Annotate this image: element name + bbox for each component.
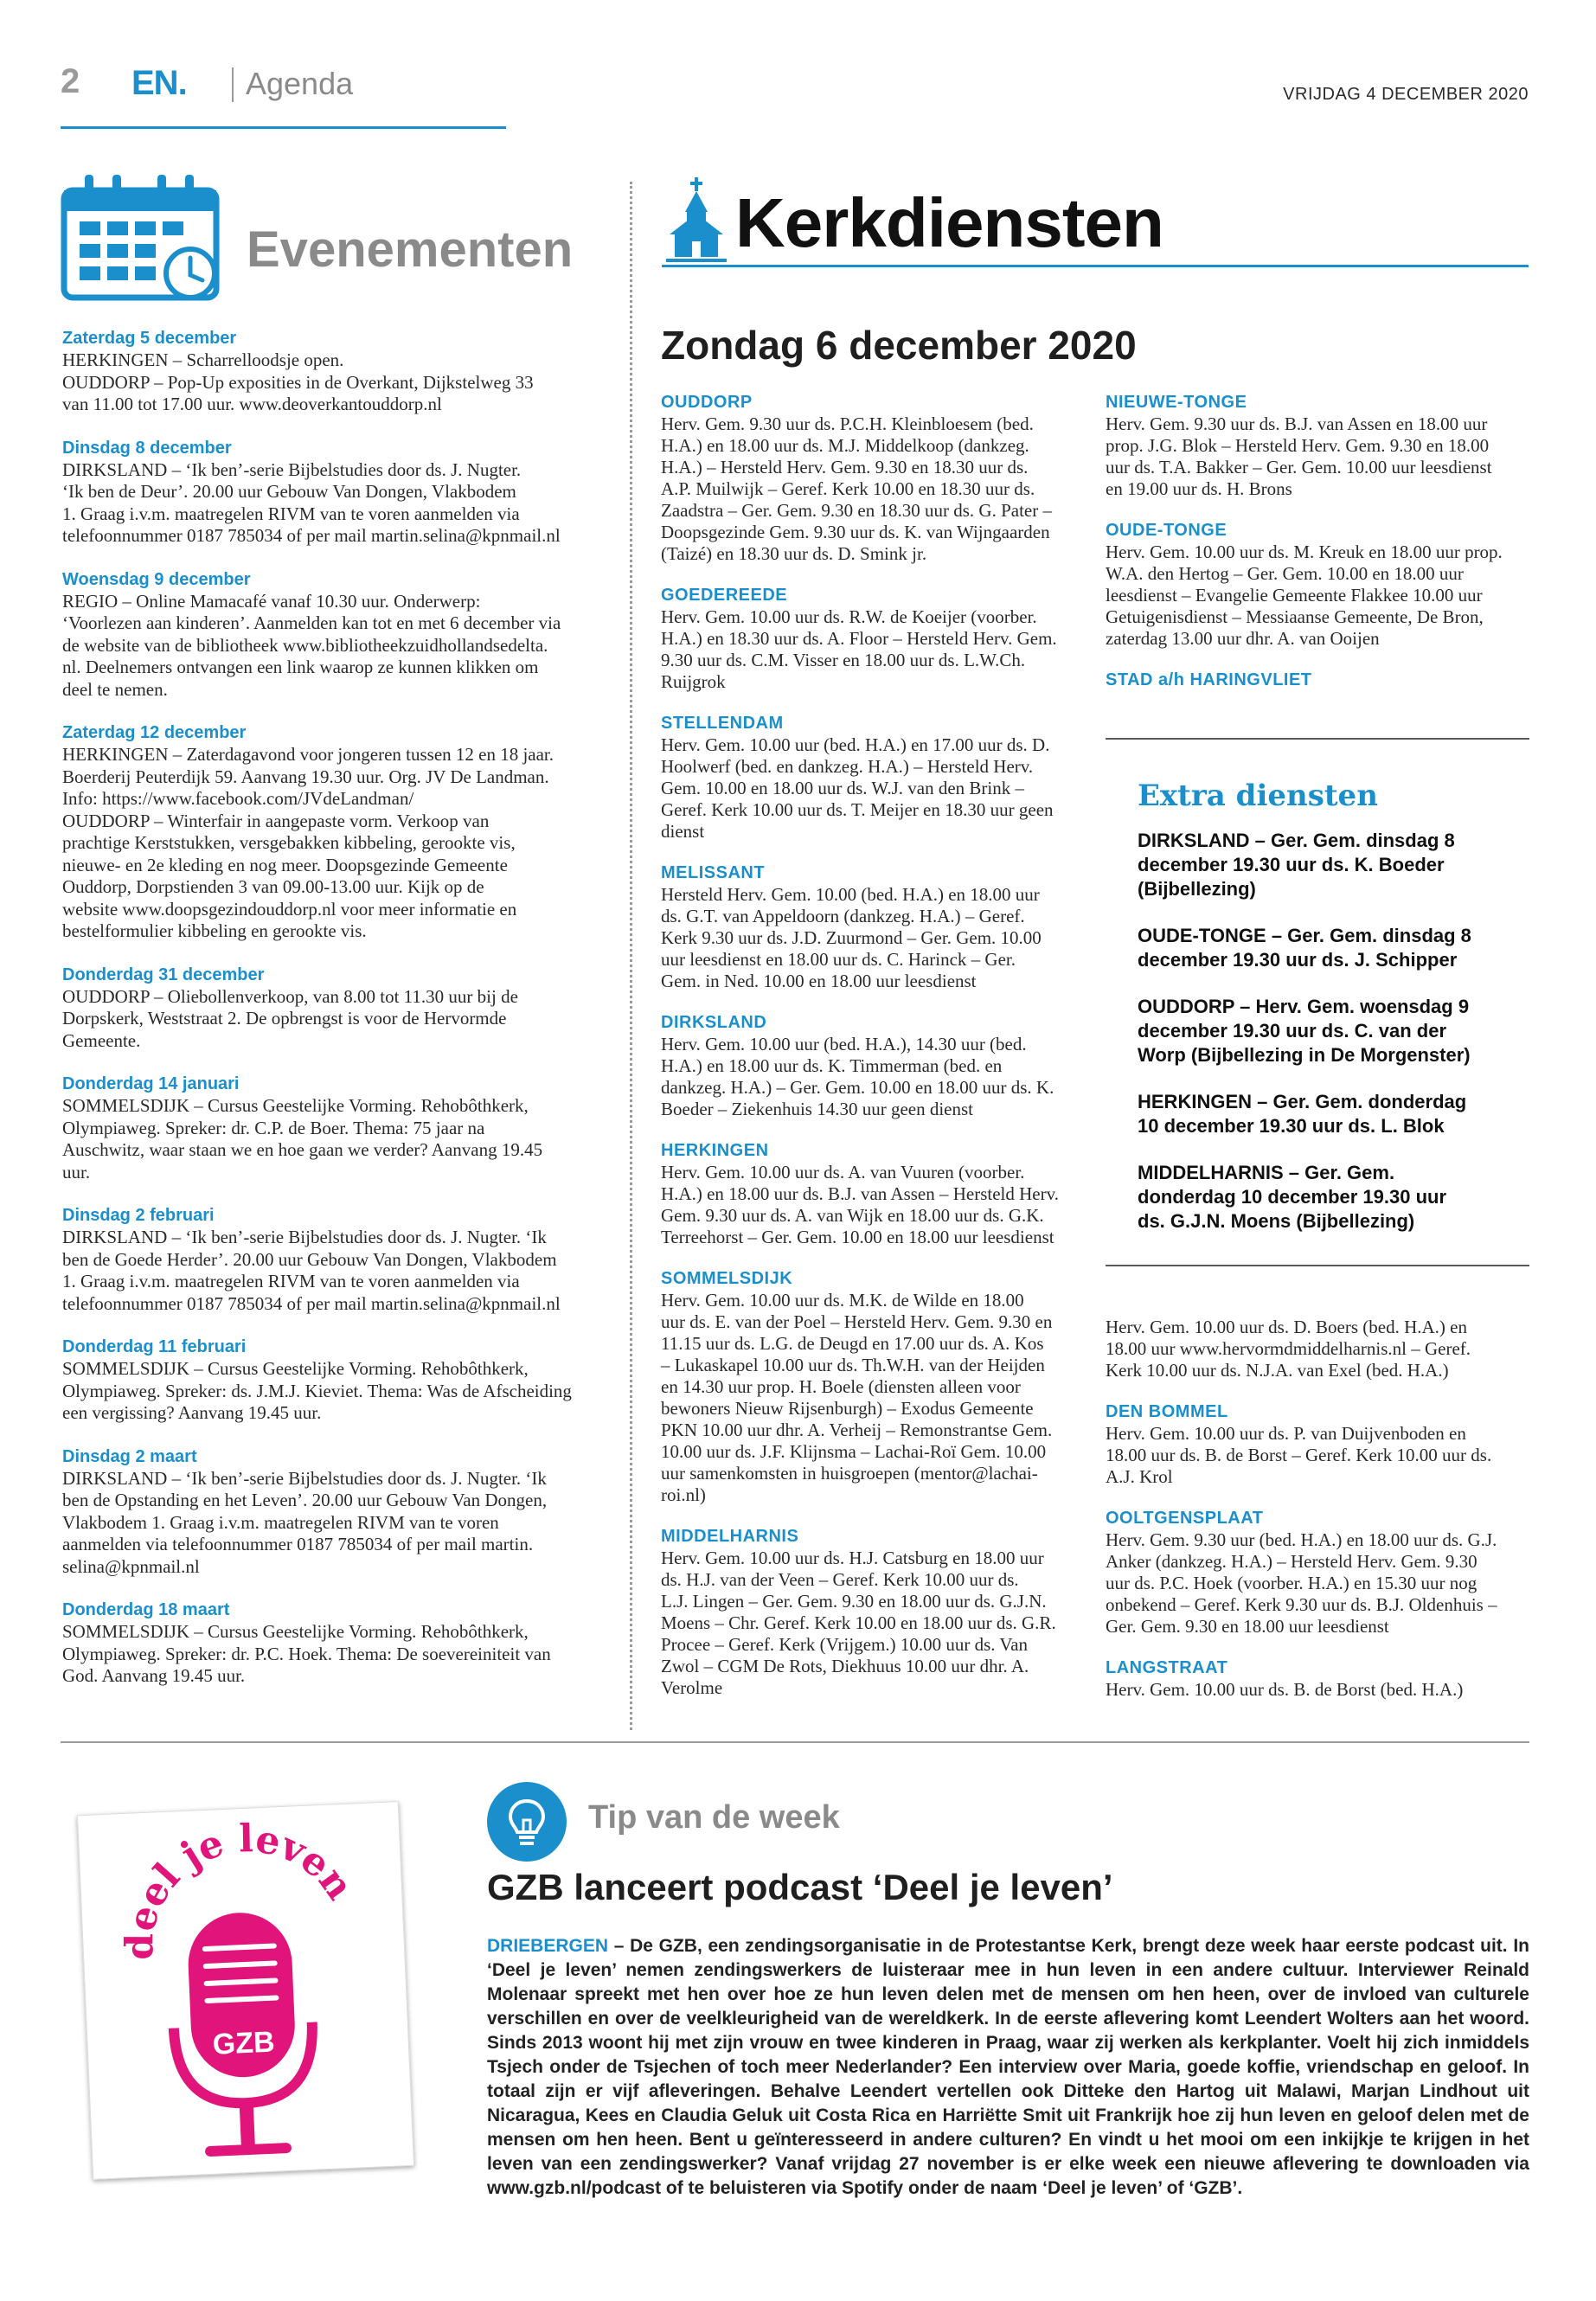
services-left-column	[661, 391, 1083, 1718]
service-town: HERKINGEN	[661, 1141, 769, 1160]
service-text: Herv. Gem. 10.00 uur ds. A. van Vuuren (voorber. H.A.) en 18.00 uur ds. B.J. van Assen – Hersteld Herv. Gem. 9.30 uur ds. A. van Wijk en 18.00 uur ds. G.K. Terreehorst – Ger. Gem. 10.00 en 18.00 uur leesdienst	[661, 1162, 1059, 1247]
extra-diensten-list	[1138, 829, 1501, 1256]
service-entry	[661, 862, 1083, 992]
service-entry	[1106, 669, 1529, 691]
event-text: HERKINGEN – Zaterdagavond voor jongeren tussen 12 en 18 jaar. Boerderij Peuterdijk 59. Aanvang 19.30 uur. Org. JV De Landman. Info: https://www.facebook.com/JVdeLandman/ OUDDORP – Winterfair in aangepaste vorm. Verkoop van prachtige Kerststukken, versgebakken kibbeling, gerookte vis, nieuwe- en 2e kleding en nog meer. Doopsgezinde Gemeente Ouddorp, Dorpstienden 3 van 09.00-13.00 uur. Kijk op de website www.doopsgezindouddorp.nl voor meer informatie en bestelformulier kibbeling en gerookte vis.	[62, 744, 554, 941]
service-town: LANGSTRAAT	[1106, 1658, 1228, 1677]
service-text: Herv. Gem. 10.00 uur (bed. H.A.) en 17.00 uur ds. D. Hoolwerf (bed. en dankzeg. H.A.) – Hersteld Herv. Gem. 10.00 en 18.00 uur ds. W.J. van den Brink – Geref. Kerk 10.00 uur ds. T. Meijer en 18.30 uur geen dienst	[661, 734, 1054, 842]
event-date: Donderdag 18 maart	[62, 1600, 230, 1619]
service-town: OUDE-TONGE	[1106, 521, 1227, 540]
service-entry	[661, 391, 1083, 565]
calendar-icon	[61, 173, 225, 303]
event-item	[62, 1599, 597, 1688]
event-item	[62, 1204, 597, 1315]
service-town: DIRKSLAND	[661, 1013, 767, 1032]
event-text: SOMMELSDIJK – Cursus Geestelijke Vorming. Rehobôthkerk, Olympiaweg. Spreker: dr. P.C. Hoek. Thema: De soevereiniteit van God. Aanvang 19.45 uur.	[62, 1621, 551, 1686]
service-entry	[1106, 1657, 1529, 1701]
event-text: DIRKSLAND – ‘Ik ben’-serie Bijbelstudies door ds. J. Nugter. ‘Ik ben de Deur’. 20.00 uur Gebouw Van Dongen, Vlakbodem 1. Graag i.v.m. maatregelen RIVM van te voren aanmelden via telefoonnummer 0187 785034 of per mail martin.selina@kpnmail.nl	[62, 458, 561, 546]
service-entry	[661, 1139, 1083, 1248]
service-town: NIEUWE-TONGE	[1106, 393, 1247, 412]
poster-logo-text: GZB	[211, 2025, 276, 2061]
service-entry	[1106, 1507, 1529, 1638]
event-text: HERKINGEN – Scharrelloodsje open. OUDDORP – Pop-Up exposities in de Overkant, Dijkstelweg 33 van 11.00 tot 17.00 uur. www.deoverkantouddorp.nl	[62, 349, 534, 414]
service-text: Herv. Gem. 10.00 uur ds. D. Boers (bed. H.A.) en 18.00 uur www.hervormdmiddelharnis.nl – Geref. Kerk 10.00 uur ds. N.J.A. van Exel (bed. H.A.)	[1106, 1317, 1471, 1381]
event-text: OUDDORP – Oliebollenverkoop, van 8.00 tot 11.30 uur bij de Dorpskerk, Weststraat 2. De opbrengst is voor de Hervormde Gemeente.	[62, 985, 518, 1051]
event-date: Woensdag 9 december	[62, 569, 251, 589]
service-entry	[1106, 1317, 1529, 1381]
brand-logo: EN.	[131, 64, 187, 102]
church-icon	[666, 177, 727, 264]
service-text: Herv. Gem. 10.00 uur ds. P. van Duijvenboden en 18.00 uur ds. B. de Borst – Geref. Kerk 10.00 uur ds. A.J. Krol	[1106, 1423, 1492, 1487]
service-text: Herv. Gem. 9.30 uur (bed. H.A.) en 18.00 uur ds. G.J. Anker (dankzeg. H.A.) – Hersteld Herv. Gem. 9.30 uur ds. P.C. Hoek (voorber. H.A.) en 15.30 uur nog onbekend – Geref. Kerk 9.30 uur ds. B.J. Oldenhuis – Ger. Gem. 9.30 en 18.00 uur leesdienst	[1106, 1529, 1497, 1637]
event-item	[62, 327, 597, 416]
lightbulb-icon	[487, 1782, 567, 1862]
extra-diensten-title: Extra diensten	[1138, 779, 1378, 813]
poster-slogan: deel je leven	[118, 1817, 362, 1960]
service-text: Herv. Gem. 10.00 uur (bed. H.A.), 14.30 uur (bed. H.A.) en 18.00 uur ds. K. Timmerman (bed. en dankzeg. H.A.) – Ger. Gem. 10.00 en 18.00 uur ds. K. Boeder – Ziekenhuis 14.30 uur geen dienst	[661, 1034, 1054, 1119]
service-town: SOMMELSDIJK	[661, 1269, 793, 1288]
service-text: Herv. Gem. 10.00 uur ds. R.W. de Koeijer (voorber. H.A.) en 18.30 uur ds. A. Floor – Hersteld Herv. Gem. 9.30 uur ds. C.M. Visser en 18.00 uur ds. L.W.Ch. Ruijgrok	[661, 606, 1057, 692]
event-text: REGIO – Online Mamacafé vanaf 10.30 uur. Onderwerp: ‘Voorlezen aan kinderen’. Aanmelden kan tot en met 6 december via de website van de bibliotheek www.bibliotheekzuidhollandsedelta. nl. Deelnemers ontvangen een link waarop ze kunnen klikken om deel te nemen.	[62, 590, 561, 700]
service-text: Herv. Gem. 10.00 uur ds. M. Kreuk en 18.00 uur prop. W.A. den Hertog – Ger. Gem. 10.00 en 18.00 uur leesdienst – Evangelie Gemeente Flakkee 10.00 uur Getuigenisdienst – Messiaanse Gemeente, De Bron, zaterdag 13.00 uur dhr. A. van Ooijen	[1106, 542, 1503, 649]
column-divider	[630, 182, 632, 1730]
service-text: Hersteld Herv. Gem. 10.00 (bed. H.A.) en 18.00 uur ds. G.T. van Appeldoorn (dankzeg. H.A.) – Geref. Kerk 9.30 uur ds. J.D. Zuurmond – Ger. Gem. 10.00 uur leesdienst en 18.00 uur ds. C. Harinck – Ger. Gem. in Ned. 10.00 en 18.00 uur leesdienst	[661, 884, 1042, 991]
event-date: Dinsdag 2 maart	[62, 1446, 197, 1466]
service-town: GOEDEREEDE	[661, 586, 788, 605]
service-text: Herv. Gem. 10.00 uur ds. M.K. de Wilde en 18.00 uur ds. E. van der Poel – Hersteld Herv. Gem. 9.30 en 11.15 uur ds. L.G. de Deugd en 17.00 uur ds. A. Kos – Lukaskapel 10.00 uur ds. Th.W.H. van der Heijden en 14.30 uur prop. H. Boele (diensten alleen voor bewoners Nieuw Rijsenburgh) – Exodus Gemeente PKN 10.00 uur dhr. A. Verheij – Remonstrantse Gem. 10.00 uur ds. J.F. Klijnsma – Lachai-Roï Gem. 10.00 uur samenkomsten in huisgroepen (mentor@lachai- roi.nl)	[661, 1290, 1053, 1505]
event-item	[62, 1073, 597, 1183]
service-town: OUDDORP	[661, 393, 753, 412]
tip-label: Tip van de week	[588, 1799, 840, 1836]
service-town: MIDDELHARNIS	[661, 1527, 799, 1546]
event-date: Donderdag 14 januari	[62, 1074, 240, 1093]
service-town: DEN BOMMEL	[1106, 1402, 1228, 1421]
extra-service-item: DIRKSLAND – Ger. Gem. dinsdag 8 december 19.30 uur ds. K. Boeder (Bijbellezing)	[1138, 830, 1455, 900]
extra-service-item: OUDE-TONGE – Ger. Gem. dinsdag 8 december 19.30 uur ds. J. Schipper	[1138, 925, 1471, 971]
extra-service-item: MIDDELHARNIS – Ger. Gem. donderdag 10 december 19.30 uur ds. G.J.N. Moens (Bijbellezing)	[1138, 1162, 1447, 1232]
event-item	[62, 568, 597, 702]
brand-separator	[232, 67, 234, 102]
event-text: SOMMELSDIJK – Cursus Geestelijke Vorming. Rehobôthkerk, Olympiaweg. Spreker: ds. J.M.J. Kieviet. Thema: Was de Afscheiding een vergissing? Aanvang 19.45 uur.	[62, 1358, 572, 1423]
event-date: Donderdag 11 februari	[62, 1337, 247, 1356]
service-text: Herv. Gem. 9.30 uur ds. B.J. van Assen en 18.00 uur prop. J.G. Blok – Hersteld Herv. Gem. 9.30 en 18.00 uur ds. T.A. Bakker – Ger. Gem. 10.00 uur leesdienst en 19.00 uur ds. H. Brons	[1106, 413, 1492, 499]
article-dateline: DRIEBERGEN	[487, 1936, 609, 1956]
services-right-column-top	[1106, 391, 1529, 710]
podcast-poster	[77, 1801, 414, 2180]
events-list	[62, 327, 597, 1708]
issue-date: VRIJDAG 4 DECEMBER 2020	[1283, 85, 1529, 104]
header-rule	[61, 126, 506, 129]
service-entry	[661, 584, 1083, 693]
service-town: MELISSANT	[661, 863, 766, 882]
article-text: – De GZB, een zendingsorganisatie in de Protestantse Kerk, brengt deze week haar eerste podcast uit. In ‘Deel je leven’ nemen zendingswerkers de luisteraar mee in hun leven in een andere cultuur. Interviewer Reinald Molenaar spreekt met hen over hoe ze hun leven delen met de mensen om hen heen, over de invloed van culturele verschillen en over de veelkleurigheid van de wereldkerk. In de eerste aflevering komt Leendert Wolters aan het woord. Sinds 2013 woont hij met zijn vrouw en twee kinderen in Praag, waar zij werken als kerkplanter. Voelt hij zich inmiddels Tsjech onder de Tsjechen of toch meer Nederlander? Een interview over Maria, goede koffie, vriendschap en geloof. In totaal zijn er vijf afleveringen. Behalve Leendert vertellen ook Ditteke den Hartog uit Malawi, Marjan Lindhout uit Nicaragua, Kees en Claudia Geluk uit Costa Rica en Harriëtte Smit uit Frankrijk hoe zij hun leven en geloof delen met de mensen om hen heen. Bent u geïnteresseerd in andere culturen? En vindt u het mooi om een inkijkje te krijgen in het leven van een zendingswerker? Vanaf vrijdag 27 november is er elke week een nieuwe aflevering te downloaden via www.gzb.nl/podcast of te beluisteren via Spotify onder de naam ‘Deel je leven’ of ‘GZB’.	[487, 1936, 1529, 2198]
services-date-heading: Zondag 6 december 2020	[661, 323, 1137, 368]
event-date: Dinsdag 2 februari	[62, 1206, 215, 1225]
service-town: OOLTGENSPLAAT	[1106, 1509, 1264, 1528]
kerkdiensten-title: Kerkdiensten	[735, 184, 1163, 261]
service-entry	[661, 1525, 1083, 1699]
service-entry	[1106, 391, 1529, 500]
microphone-logo	[78, 1802, 413, 2179]
article-body	[487, 1934, 1529, 2201]
event-item	[62, 437, 597, 548]
event-text: SOMMELSDIJK – Cursus Geestelijke Vorming. Rehobôthkerk, Olympiaweg. Spreker: dr. C.P. de Boer. Thema: 75 jaar na Auschwitz, waar staan we en hoe gaan we verder? Aanvang 19.45 uur.	[62, 1095, 543, 1183]
event-item	[62, 721, 597, 943]
kerkdiensten-rule	[662, 265, 1529, 267]
article-headline: GZB lanceert podcast ‘Deel je leven’	[487, 1867, 1113, 1907]
service-entry	[661, 1011, 1083, 1120]
event-date: Zaterdag 12 december	[62, 723, 247, 742]
services-right-column-bottom	[1106, 1317, 1529, 1720]
event-text: DIRKSLAND – ‘Ik ben’-serie Bijbelstudies door ds. J. Nugter. ‘Ik ben de Goede Herder’. 20.00 uur Gebouw Van Dongen, Vlakbodem 1. Graag i.v.m. maatregelen RIVM van te voren aanmelden via telefoonnummer 0187 785034 of per mail martin.selina@kpnmail.nl	[62, 1227, 561, 1314]
extra-service-item: OUDDORP – Herv. Gem. woensdag 9 december 19.30 uur ds. C. van der Worp (Bijbellezing in De Morgenster)	[1138, 996, 1471, 1066]
page-number: 2	[61, 62, 80, 100]
event-date: Donderdag 31 december	[62, 965, 265, 984]
service-entry	[661, 1267, 1083, 1506]
service-entry	[1106, 519, 1529, 650]
event-text: DIRKSLAND – ‘Ik ben’-serie Bijbelstudies door ds. J. Nugter. ‘Ik ben de Opstanding en het Leven’. 20.00 uur Gebouw Van Dongen, Vlakbodem 1. Graag i.v.m. maatregelen RIVM van te voren aanmelden via telefoonnummer 0187 785034 of per mail martin. selina@kpnmail.nl	[62, 1467, 548, 1577]
extra-box-bottom-rule	[1106, 1265, 1529, 1266]
service-town: STAD a/h HARINGVLIET	[1106, 670, 1312, 689]
event-date: Dinsdag 8 december	[62, 438, 232, 458]
event-item	[62, 1445, 597, 1579]
event-date: Zaterdag 5 december	[62, 329, 237, 348]
section-title: Agenda	[246, 66, 354, 101]
service-town: STELLENDAM	[661, 714, 784, 733]
event-item	[62, 1336, 597, 1425]
section-rule	[61, 1741, 1529, 1743]
extra-service-item: HERKINGEN – Ger. Gem. donderdag 10 december 19.30 uur ds. L. Blok	[1138, 1091, 1467, 1137]
service-entry	[1106, 1400, 1529, 1488]
service-text: Herv. Gem. 10.00 uur ds. H.J. Catsburg en 18.00 uur ds. H.J. van der Veen – Geref. Kerk 10.00 uur ds. L.J. Lingen – Ger. Gem. 9.30 en 18.00 uur ds. G.J.N. Moens – Chr. Geref. Kerk 10.00 en 18.00 uur ds. G.R. Procee – Geref. Kerk (Vrijgem.) 10.00 uur ds. Van Zwol – CGM De Rots, Diekhuus 10.00 uur dhr. A. Verolme	[661, 1548, 1056, 1698]
service-entry	[661, 712, 1083, 843]
evenementen-title: Evenementen	[247, 221, 574, 278]
service-text: Herv. Gem. 9.30 uur ds. P.C.H. Kleinbloesem (bed. H.A.) en 18.00 uur ds. M.J. Middelkoop (dankzeg. H.A.) – Hersteld Herv. Gem. 9.30 en 18.30 uur ds. A.P. Muilwijk – Geref. Kerk 10.00 en 18.30 uur ds. Zaadstra – Ger. Gem. 9.30 en 18.30 uur ds. G. Pater – Doopsgezinde Gem. 9.30 uur ds. K. van Wijngaarden (Taizé) en 18.30 uur ds. D. Smink jr.	[661, 413, 1052, 564]
extra-box-top-rule	[1106, 738, 1529, 740]
service-text: Herv. Gem. 10.00 uur ds. B. de Borst (bed. H.A.)	[1106, 1679, 1464, 1700]
event-item	[62, 964, 597, 1053]
